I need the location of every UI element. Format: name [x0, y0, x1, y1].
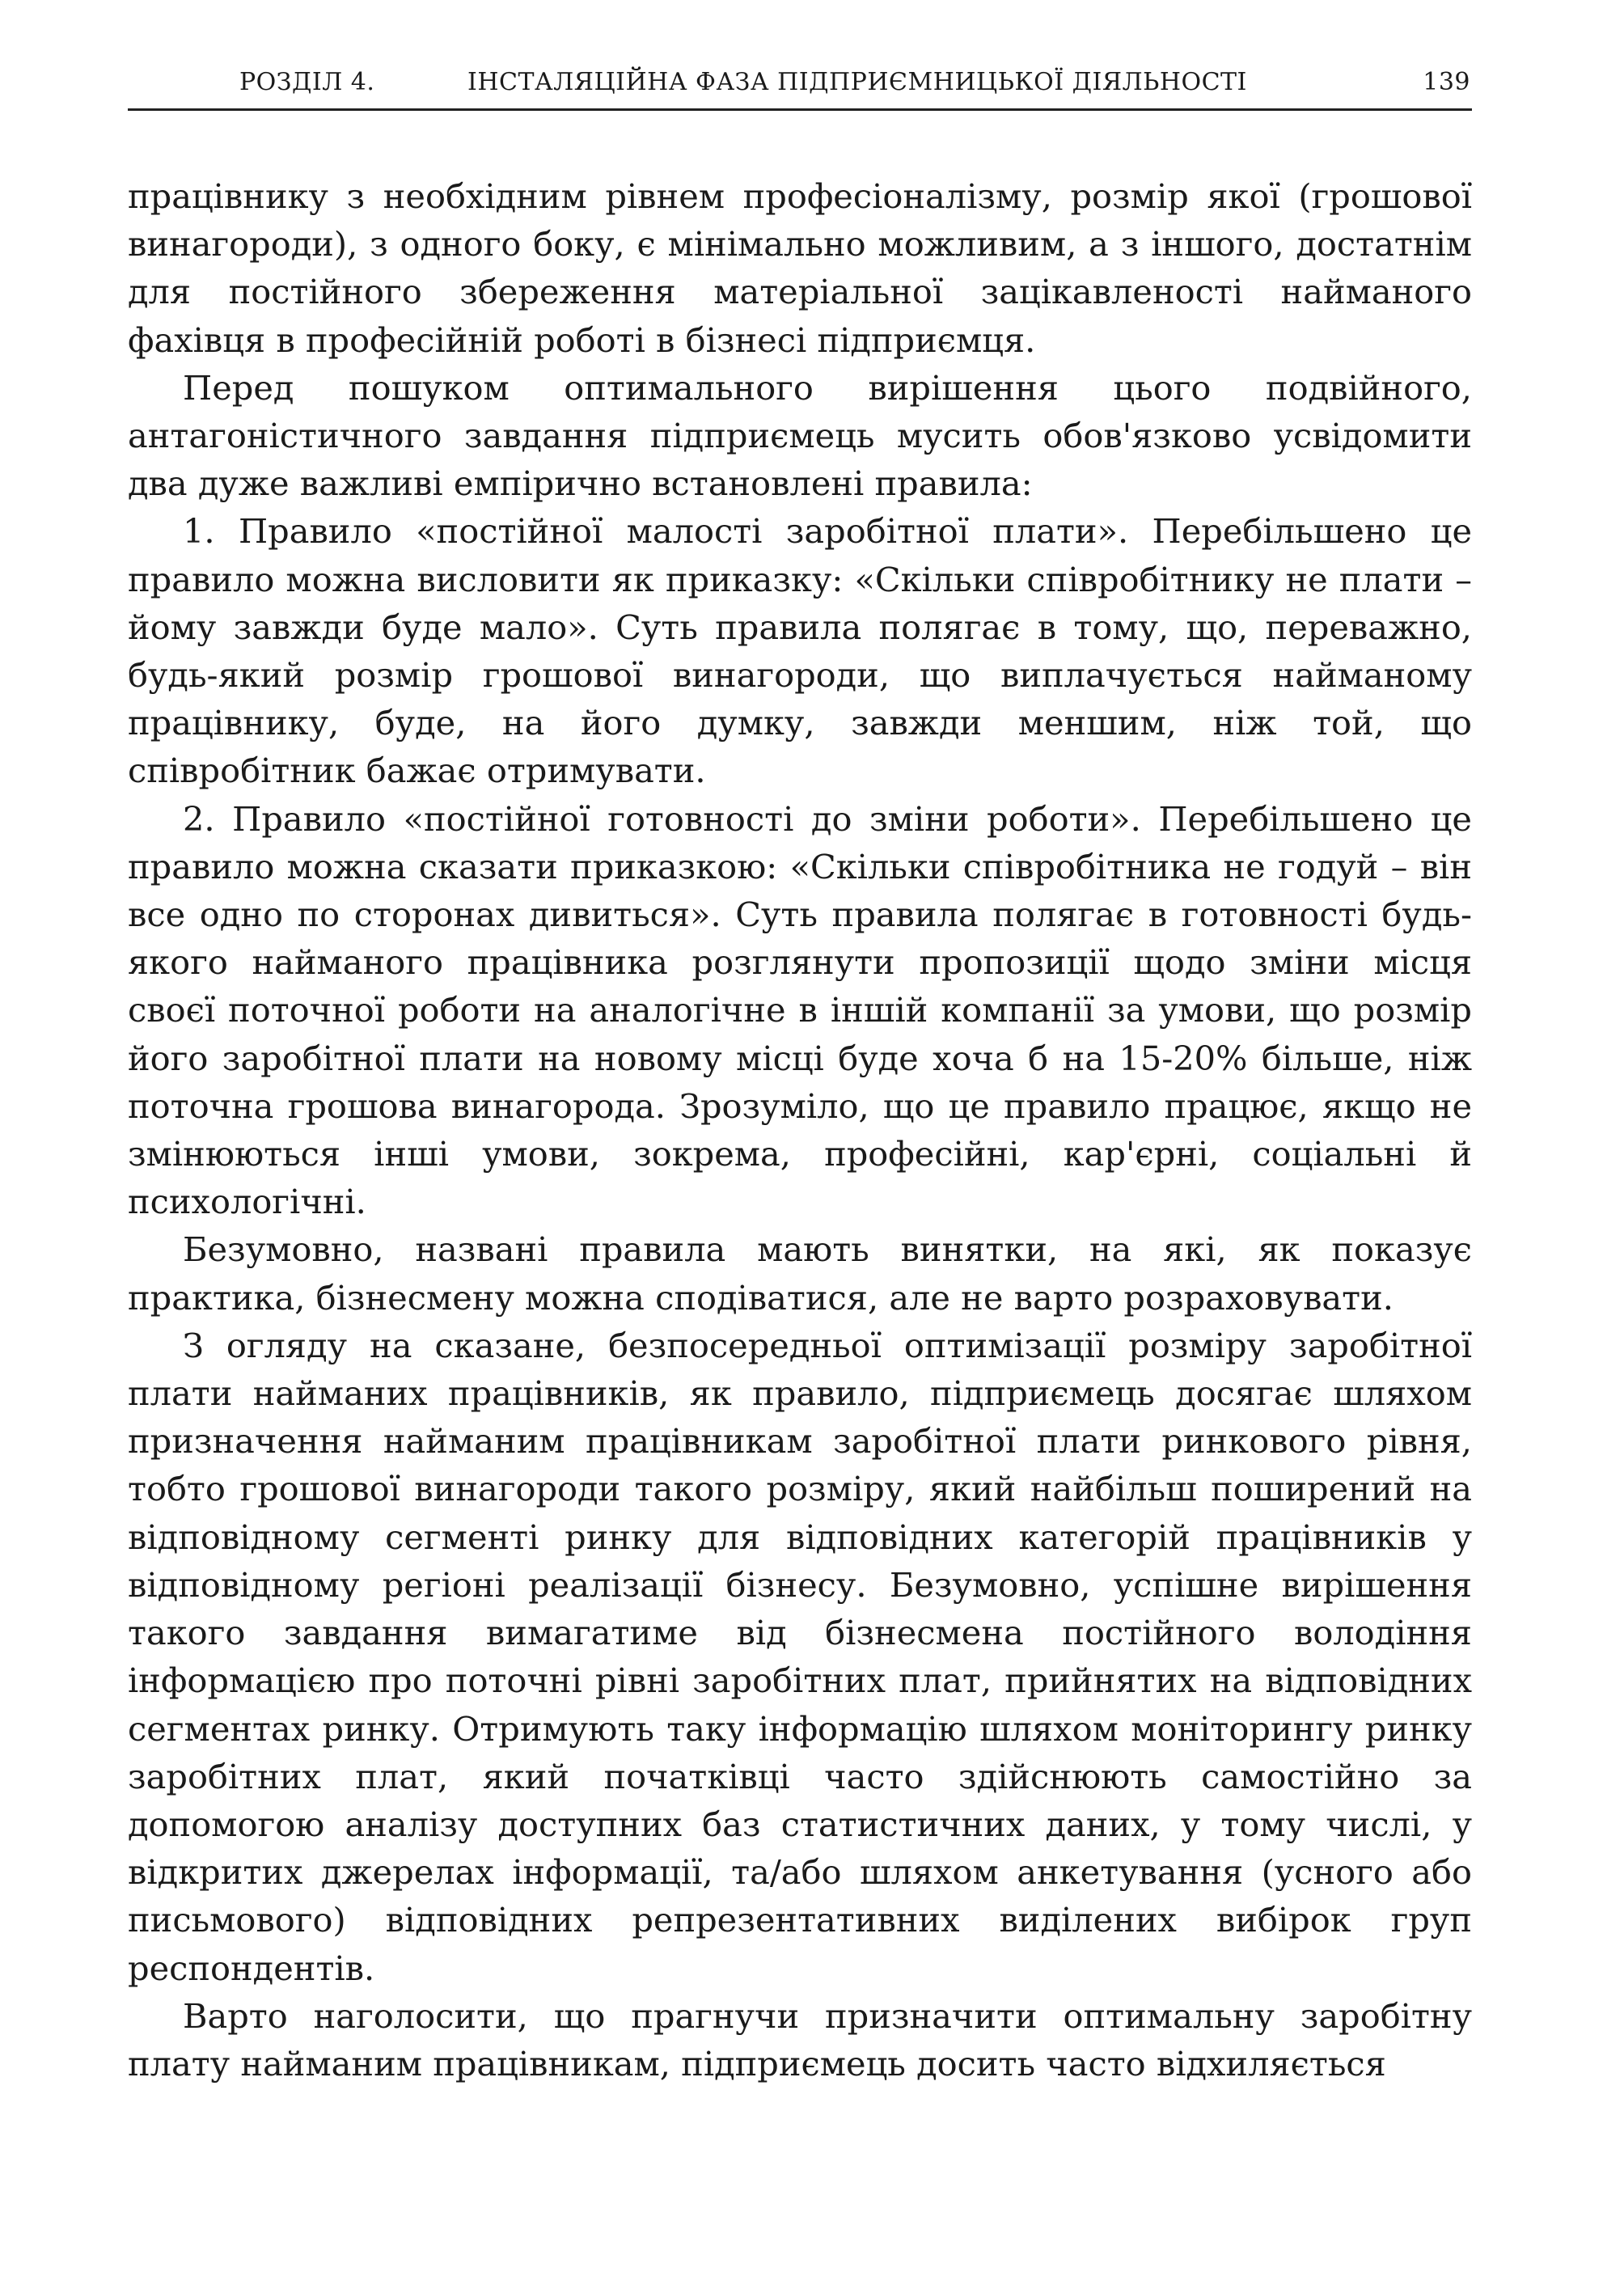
rule-1-paragraph: 1. Правило «постійної малості заробітної плати». Перебільшено це правило можна висловити як приказку: «Скільки співробітнику не плати – йому завжди буде мало». Суть правила полягає в тому, що, переважно, будь-який розмір грошової винагороди, що виплачується найманому працівнику, буде, на його думку, завжди меншим, ніж той, що співробітник бажає отримувати.	[128, 511, 1472, 791]
section-label: РОЗДІЛ 4.	[239, 68, 375, 96]
rule-2-paragraph: 2. Правило «постійної готовності до зміни роботи». Перебільшено це правило можна сказати приказкою: «Скільки співробітника не годуй – він все одно по сторонах дивиться». Суть правила полягає в готовності будь-якого найманого працівника розглянути пропозиції щодо зміни місця своєї поточної роботи на аналогічне в іншій компанії за умови, що розмір його заробітної плати на новому місці буде хоча б на 15-20% більше, ніж поточна грошова винагорода. Зрозуміло, що це правило працює, якщо не змінюються інші умови, зокрема, професійні, кар'єрні, соціальні й психологічні.	[128, 798, 1472, 1222]
book-page	[128, 63, 1472, 2088]
paragraph: Перед пошуком оптимального вирішення цього подвійного, антагоністичного завдання підприємець мусить обов'язково усвідомити два дуже важливі емпірично встановлені правила:	[128, 367, 1472, 504]
paragraph: З огляду на сказане, безпосередньої оптимізації розміру заробітної плати найманих працівників, як правило, підприємець досягає шляхом призначення найманим працівникам заробітної плати ринкового рівня, тобто грошової винагороди такого розміру, який найбільш поширений на відповідному сегменті ринку для відповідних категорій працівників у відповідному регіоні реалізації бізнесу. Безумовно, успішне вирішення такого завдання вимагатиме від бізнесмена постійного володіння інформацією про поточні рівні заробітних плат, прийнятих на відповідних сегментах ринку. Отримують таку інформацію шляхом моніторингу ринку заробітних плат, який початківці часто здійснюють самостійно за допомогою аналізу доступних баз статистичних даних, у тому числі, у відкритих джерелах інформації, та/або шляхом анкетування (усного або письмового) відповідних репрезентативних виділених вибірок груп респондентів.	[128, 1325, 1472, 1988]
paragraph: Варто наголосити, що прагнучи призначити оптимальну заробітну плату найманим працівникам, підприємець досить часто відхиляється	[128, 1995, 1472, 2084]
running-header	[128, 63, 1472, 111]
chapter-title: ІНСТАЛЯЦІЙНА ФАЗА ПІДПРИЄМНИЦЬКОЇ ДІЯЛЬНОСТІ	[467, 68, 1247, 96]
paragraph-continued: працівнику з необхідним рівнем професіоналізму, розмір якої (грошової винагороди), з одного боку, є мінімально можливим, а з іншого, достатнім для постійного збереження матеріальної зацікавленості найманого фахівця в професійній роботі в бізнесі підприємця.	[128, 176, 1472, 360]
body-text	[128, 172, 1472, 2088]
paragraph: Безумовно, названі правила мають винятки, на які, як показує практика, бізнесмену можна сподіватися, але не варто розраховувати.	[128, 1229, 1472, 1318]
page-number: 139	[1423, 68, 1470, 96]
